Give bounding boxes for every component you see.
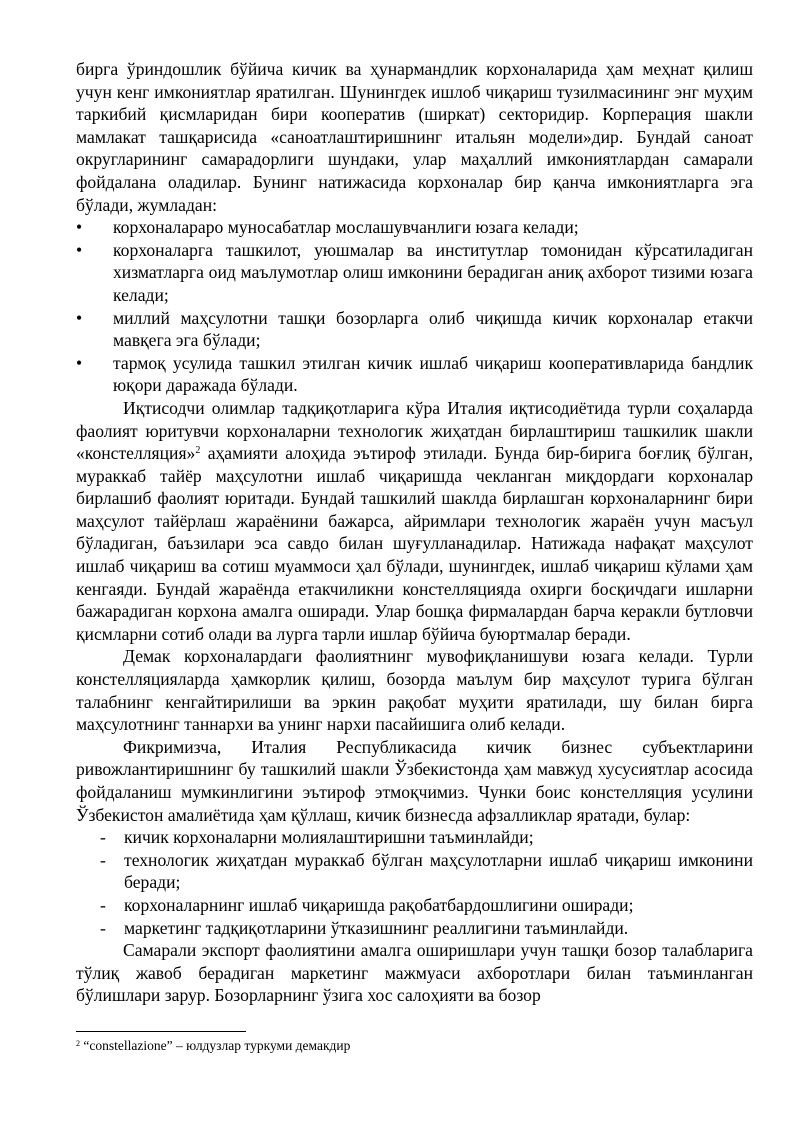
paragraph-opinion: Фикримизча, Италия Республикасида кичик бизнес субъектларини ривожлантиришнинг бу ташкилий шакли Ўзбекистонда ҳам мавжуд хусусиятлар асосида фойдаланиш мумкинлигини эътироф этмоқчимиз. Чунки боис констелляция усулини Ўзбекистон амалиётида ҳам қўллаш, кичик бизнесда афзалликлар яратади, булар:: [76, 736, 753, 825]
document-body: [76, 58, 753, 1007]
footnote-separator: [76, 1031, 246, 1032]
dash-item: - корхоналарнинг ишлаб чиқаришда рақобатбардошлигини оширади;: [76, 894, 753, 917]
bullet-item: • тармоқ усулида ташкил этилган кичик ишлаб чиқариш кооперативларида бандлик юқори даражада бўлади.: [76, 352, 753, 397]
footnote: [76, 1038, 753, 1054]
footnote-text: “constellazione” – юлдузлар туркуми демакдир: [83, 1038, 351, 1053]
paragraph-export: Самарали экспорт фаолиятини амалга оширишлари учун ташқи бозор талабларига тўлиқ жавоб берадиган маркетинг мажмуаси ахборотлари билан таъминланган бўлишлари зарур. Бозорларнинг ўзига хос салоҳияти ва бозор: [76, 940, 753, 1006]
footnote-marker: 2: [76, 1039, 80, 1048]
footnote-reference: 2: [195, 445, 201, 457]
paragraph-text: Иқтисодчи олимлар тадқиқотларига кўра Италия иқтисодиётида турли соҳаларда фаолият юритувчи корхоналарни технологик жиҳатдан бирлаштириш ташкилик шакли «констелляция»: [76, 397, 753, 464]
paragraph-coordination: Демак корхоналардаги фаолиятнинг мувофиқланишуви юзага келади. Турли констелляцияларда ҳамкорлик қилиш, бозорда маълум бир маҳсулот турига бўлган талабнинг кенгайтирилиши ва эркин рақобат муҳити яратилади, шу билан бирга маҳсулотнинг таннархи ва унинг нархи пасайишига олиб келади.: [76, 646, 753, 735]
dash-item: - технологик жиҳатдан мураккаб бўлган маҳсулотларни ишлаб чиқариш имконини беради;: [76, 849, 753, 894]
paragraph-intro: бирга ўриндошлик бўйича кичик ва ҳунармандлик корхоналарида ҳам меҳнат қилиш учун кенг имкониятлар яратилган. Шунингдек ишлоб чиқариш тузилмасининг энг муҳим таркибий қисмларидан бири кооператив (ширкат) секторидир. Корперация шакли мамлакат ташқарисида «саноатлаштиришнинг итальян модели»дир. Бундай саноат округларининг самарадорлиги шундаки, улар маҳаллий имкониятлардан самарали фойдалана оладилар. Бунинг натижасида корхоналар бир қанча имкониятларга эга бўлади, жумладан:: [76, 59, 753, 215]
bullet-list: [76, 216, 753, 397]
dash-list: [76, 826, 753, 939]
dash-item: - кичик корхоналарни молиялаштиришни таъминлайди;: [76, 826, 753, 849]
paragraph-constellation: [76, 397, 753, 646]
paragraph-text: аҳамияти алоҳида эътироф этилади. Бунда бир-бирига боғлиқ бўлган, мураккаб тайёр маҳсулотни ишлаб чиқаришда чекланган миқдордаги корхоналар бирлашиб фаолият юритади. Бундай ташкилий шаклда бирлашган корхоналарнинг бири маҳсулот тайёрлаш жараёнини бажарса, айримлари технологик жараён учун масъул бўладиган, баъзилари эса савдо билан шуғулланадилар. Натижада нафақат маҳсулот ишлаб чиқариш ва сотиш муаммоси ҳал бўлади, шунингдек, ишлаб чиқариш кўлами ҳам кенгаяди. Бундай жараёнда етакчиликни констелляцияда охирги босқичдаги ишларни бажарадиган корхона амалга оширади. Улар бошқа фирмалардан барча керакли бутловчи қисмларни сотиб олади ва лурга тарли ишлар бўйича буюртмалар беради.: [76, 443, 753, 644]
bullet-item: • миллий маҳсулотни ташқи бозорларга олиб чиқишда кичик корхоналар етакчи мавқега эга бўлади;: [76, 307, 753, 352]
bullet-item: • корхоналарга ташкилот, уюшмалар ва институтлар томонидан кўрсатиладиган хизматларга оид маълумотлар олиш имконини берадиган аниқ ахборот тизими юзага келади;: [76, 239, 753, 307]
dash-item: - маркетинг тадқиқотларини ўтказишнинг реаллигини таъминлайди.: [76, 917, 753, 940]
bullet-item: • корхоналараро муносабатлар мослашувчанлиги юзага келади;: [76, 216, 753, 239]
